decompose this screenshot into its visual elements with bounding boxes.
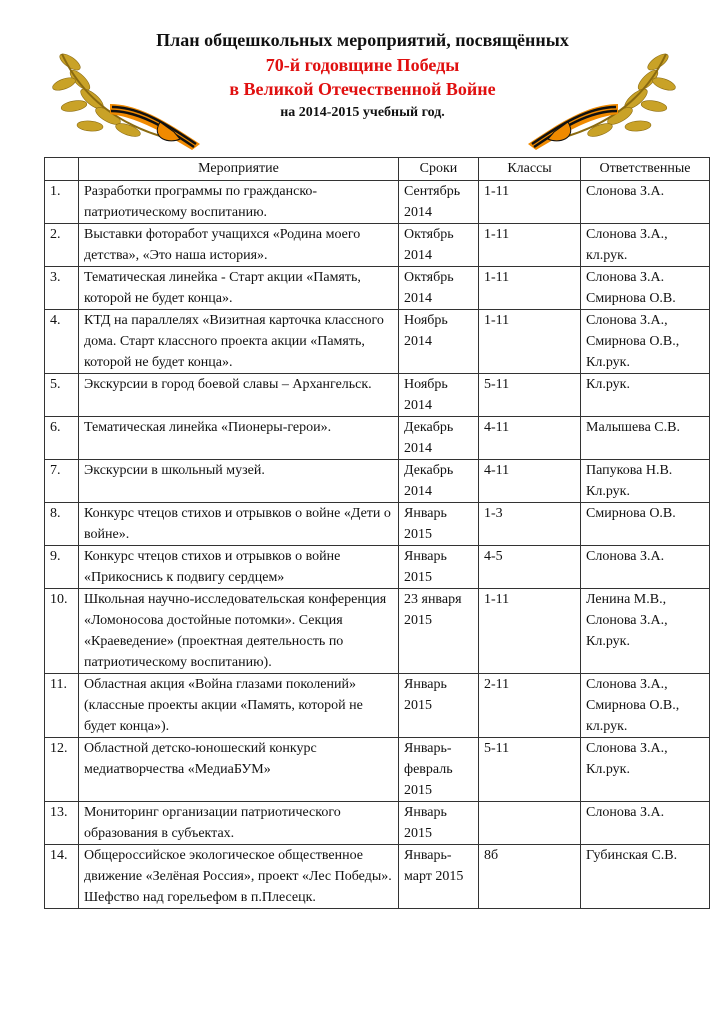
- table-row: [45, 546, 710, 589]
- title-line-4: на 2014-2015 учебный год.: [280, 105, 445, 120]
- cell-dates: Сентябрь 2014: [399, 181, 479, 224]
- cell-dates: Ноябрь 2014: [399, 310, 479, 374]
- cell-responsible: Ленина М.В., Слонова З.А., Кл.рук.: [581, 589, 710, 674]
- cell-classes: 1-3: [479, 503, 581, 546]
- cell-responsible: Слонова З.А., Смирнова О.В., Кл.рук.: [581, 310, 710, 374]
- title-line-3: в Великой Отечественной Войне: [229, 79, 496, 99]
- header-event: Мероприятие: [79, 158, 399, 181]
- title-line-2: 70-й годовщине Победы: [265, 55, 460, 75]
- table-row: [45, 460, 710, 503]
- cell-num: 9.: [45, 546, 79, 589]
- cell-classes: [479, 802, 581, 845]
- cell-num: 4.: [45, 310, 79, 374]
- cell-classes: 4-11: [479, 460, 581, 503]
- cell-num: 5.: [45, 374, 79, 417]
- cell-event: Тематическая линейка «Пионеры-герои».: [79, 417, 399, 460]
- table-row: [45, 310, 710, 374]
- table-row: [45, 374, 710, 417]
- cell-num: 3.: [45, 267, 79, 310]
- header-dates: Сроки: [399, 158, 479, 181]
- cell-dates: Январь-март 2015: [399, 845, 479, 909]
- cell-event: Мониторинг организации патриотического образования в субъектах.: [79, 802, 399, 845]
- cell-responsible: Слонова З.А., кл.рук.: [581, 224, 710, 267]
- cell-responsible: Слонова З.А. Смирнова О.В.: [581, 267, 710, 310]
- document-title: [0, 28, 725, 124]
- table-row: [45, 181, 710, 224]
- cell-classes: 1-11: [479, 267, 581, 310]
- cell-num: 12.: [45, 738, 79, 802]
- cell-num: 1.: [45, 181, 79, 224]
- cell-classes: 4-5: [479, 546, 581, 589]
- cell-responsible: Слонова З.А., Кл.рук.: [581, 738, 710, 802]
- cell-event: Разработки программы по гражданско-патриотическому воспитанию.: [79, 181, 399, 224]
- cell-responsible: Слонова З.А., Смирнова О.В., кл.рук.: [581, 674, 710, 738]
- cell-responsible: Губинская С.В.: [581, 845, 710, 909]
- cell-event: Общероссийское экологическое общественное движение «Зелёная Россия», проект «Лес Победы». Шефство над горельефом в п.Плесецк.: [79, 845, 399, 909]
- cell-num: 13.: [45, 802, 79, 845]
- document-header: [0, 24, 725, 154]
- cell-dates: 23 января 2015: [399, 589, 479, 674]
- cell-responsible: Слонова З.А.: [581, 181, 710, 224]
- table-row: [45, 417, 710, 460]
- cell-dates: Январь-февраль 2015: [399, 738, 479, 802]
- cell-classes: 8б: [479, 845, 581, 909]
- table-row: [45, 674, 710, 738]
- cell-dates: Январь 2015: [399, 503, 479, 546]
- cell-responsible: Малышева С.В.: [581, 417, 710, 460]
- cell-dates: Декабрь 2014: [399, 417, 479, 460]
- cell-event: Экскурсии в школьный музей.: [79, 460, 399, 503]
- table-row: [45, 224, 710, 267]
- cell-event: Областной детско-юношеский конкурс медиатворчества «МедиаБУМ»: [79, 738, 399, 802]
- cell-num: 2.: [45, 224, 79, 267]
- table-row: [45, 503, 710, 546]
- cell-classes: 5-11: [479, 738, 581, 802]
- cell-event: Экскурсии в город боевой славы – Архангельск.: [79, 374, 399, 417]
- cell-num: 11.: [45, 674, 79, 738]
- cell-event: Выставки фоторабот учащихся «Родина моего детства», «Это наша история».: [79, 224, 399, 267]
- cell-responsible: Слонова З.А.: [581, 546, 710, 589]
- cell-num: 14.: [45, 845, 79, 909]
- cell-responsible: Смирнова О.В.: [581, 503, 710, 546]
- cell-event: Школьная научно-исследовательская конференция «Ломоносова достойные потомки». Секция «Краеведение» (проектная деятельность по патриотическому воспитанию).: [79, 589, 399, 674]
- table-header-row: [45, 158, 710, 181]
- table-row: [45, 589, 710, 674]
- header-classes: Классы: [479, 158, 581, 181]
- table-row: [45, 845, 710, 909]
- cell-event: Тематическая линейка - Старт акции «Память, которой не будет конца».: [79, 267, 399, 310]
- cell-event: Областная акция «Война глазами поколений» (классные проекты акции «Память, которой не будет конца»).: [79, 674, 399, 738]
- cell-dates: Январь 2015: [399, 802, 479, 845]
- cell-dates: Январь 2015: [399, 546, 479, 589]
- table-row: [45, 802, 710, 845]
- cell-classes: 5-11: [479, 374, 581, 417]
- cell-classes: 2-11: [479, 674, 581, 738]
- header-num: [45, 158, 79, 181]
- cell-classes: 4-11: [479, 417, 581, 460]
- header-responsible: Ответственные: [581, 158, 710, 181]
- cell-dates: Декабрь 2014: [399, 460, 479, 503]
- cell-num: 8.: [45, 503, 79, 546]
- cell-num: 7.: [45, 460, 79, 503]
- cell-classes: 1-11: [479, 224, 581, 267]
- table-row: [45, 267, 710, 310]
- cell-event: КТД на параллелях «Визитная карточка классного дома. Старт классного проекта акции «Память, которой не будет конца».: [79, 310, 399, 374]
- cell-event: Конкурс чтецов стихов и отрывков о войне «Дети о войне».: [79, 503, 399, 546]
- cell-responsible: Слонова З.А.: [581, 802, 710, 845]
- cell-classes: 1-11: [479, 589, 581, 674]
- cell-event: Конкурс чтецов стихов и отрывков о войне «Прикоснись к подвигу сердцем»: [79, 546, 399, 589]
- cell-classes: 1-11: [479, 310, 581, 374]
- title-line-1: План общешкольных мероприятий, посвящённых: [156, 30, 569, 50]
- cell-responsible: Папукова Н.В. Кл.рук.: [581, 460, 710, 503]
- table-body: [45, 181, 710, 909]
- events-table: [44, 157, 710, 909]
- cell-responsible: Кл.рук.: [581, 374, 710, 417]
- cell-classes: 1-11: [479, 181, 581, 224]
- cell-dates: Октябрь 2014: [399, 267, 479, 310]
- cell-dates: Октябрь 2014: [399, 224, 479, 267]
- cell-dates: Январь 2015: [399, 674, 479, 738]
- cell-num: 6.: [45, 417, 79, 460]
- table-row: [45, 738, 710, 802]
- cell-dates: Ноябрь 2014: [399, 374, 479, 417]
- cell-num: 10.: [45, 589, 79, 674]
